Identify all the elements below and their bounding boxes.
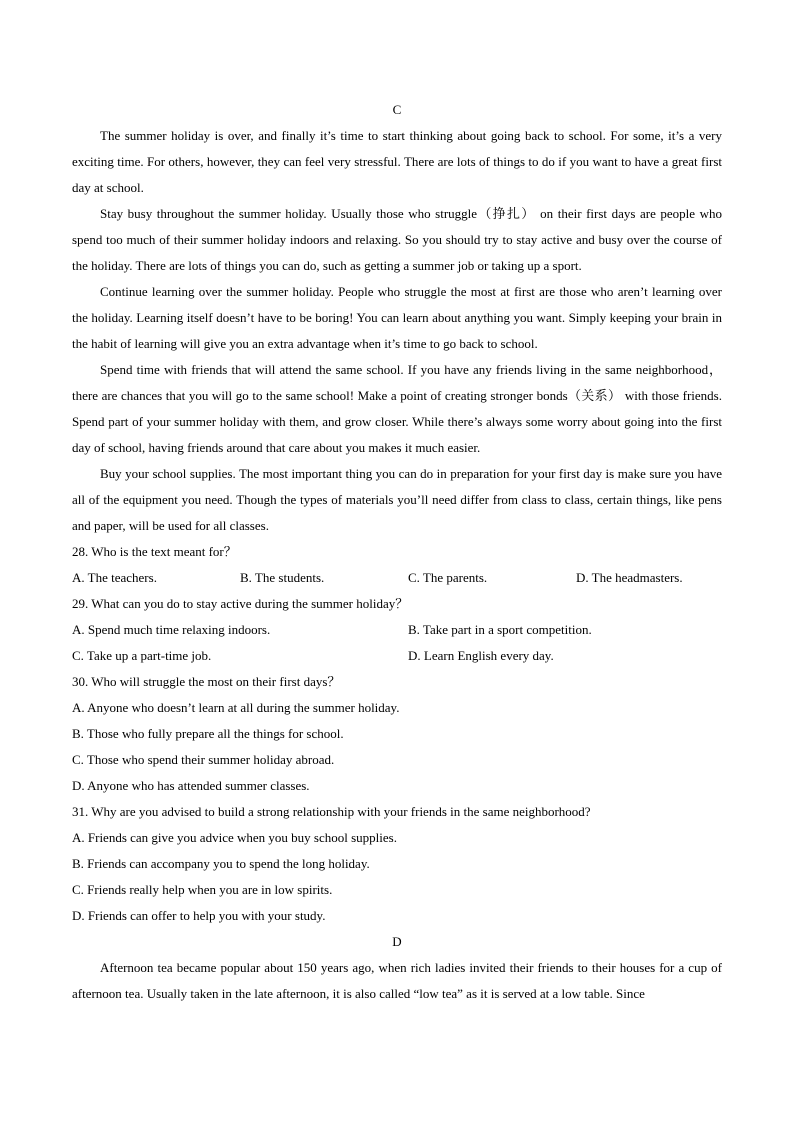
question-30-option-c: C. Those who spend their summer holiday abroad. — [72, 752, 335, 767]
question-28-option-c: C. The parents. — [408, 570, 488, 585]
question-30-option-d: D. Anyone who has attended summer classes. — [72, 778, 310, 793]
question-30-option-b: B. Those who fully prepare all the things for school. — [72, 726, 344, 741]
question-31-option-c: C. Friends really help when you are in low spirits. — [72, 882, 333, 897]
passage-c-paragraph-5: Buy your school supplies. The most important thing you can do in preparation for your first day is make sure you have all of the equipment you need. Though the types of materials you’ll need differ from class to class, certain things, like pens and paper, will be used for all classes. — [72, 466, 722, 533]
question-28-option-a: A. The teachers. — [72, 570, 157, 585]
question-28-option-d: D. The headmasters. — [576, 570, 683, 585]
question-29-stem: 29. What can you do to stay active during the summer holiday？ — [72, 596, 409, 611]
question-29-options-row-2 — [72, 643, 722, 669]
question-28-options — [72, 565, 722, 591]
page-content — [72, 97, 722, 1007]
question-29-option-d: D. Learn English every day. — [408, 648, 554, 663]
passage-c-paragraph-3: Continue learning over the summer holiday. People who struggle the most at first are those who aren’t learning over the holiday. Learning itself doesn’t have to be boring! You can learn about anything you want. Simply keeping your brain in the habit of learning will give you an extra advantage when it’s time to go back to school. — [72, 284, 722, 351]
question-29-options-row-1 — [72, 617, 722, 643]
passage-c-paragraph-4: Spend time with friends that will attend the same school. If you have any friends living in the same neighborhood，there are chances that you will go to the same school! Make a point of creating stronger bonds（关系） with those friends. Spend part of your summer holiday with them, and grow closer. While there’s always some worry about going into the first day of school, having friends around that care about you makes it much easier. — [72, 362, 722, 455]
question-31-option-b: B. Friends can accompany you to spend the long holiday. — [72, 856, 370, 871]
section-d-heading: D — [392, 934, 402, 949]
passage-d-paragraph-1: Afternoon tea became popular about 150 years ago, when rich ladies invited their friends to their houses for a cup of afternoon tea. Usually taken in the late afternoon, it is also called “low tea” as it is served at a low table. Since — [72, 960, 722, 1001]
question-31-stem: 31. Why are you advised to build a strong relationship with your friends in the same neighborhood? — [72, 804, 591, 819]
question-29-option-a: A. Spend much time relaxing indoors. — [72, 622, 271, 637]
question-29-option-c: C. Take up a part-time job. — [72, 648, 212, 663]
question-29-option-b: B. Take part in a sport competition. — [408, 622, 592, 637]
section-c-heading: C — [392, 102, 402, 117]
question-31-option-d: D. Friends can offer to help you with your study. — [72, 908, 326, 923]
question-28-option-b: B. The students. — [240, 570, 325, 585]
question-31-option-a: A. Friends can give you advice when you buy school supplies. — [72, 830, 397, 845]
question-30-stem: 30. Who will struggle the most on their first days？ — [72, 674, 341, 689]
question-30-option-a: A. Anyone who doesn’t learn at all during the summer holiday. — [72, 700, 400, 715]
question-28-stem: 28. Who is the text meant for？ — [72, 544, 237, 559]
passage-c-paragraph-1: The summer holiday is over, and finally it’s time to start thinking about going back to school. For some, it’s a very exciting time. For others, however, they can feel very stressful. There are lots of things to do if you want to have a great first day at school. — [72, 128, 722, 195]
passage-c-paragraph-2: Stay busy throughout the summer holiday. Usually those who struggle（挣扎） on their first days are people who spend too much of their summer holiday indoors and relaxing. So you should try to stay active and busy over the course of the holiday. There are lots of things you can do, such as getting a summer job or taking up a sport. — [72, 206, 722, 273]
